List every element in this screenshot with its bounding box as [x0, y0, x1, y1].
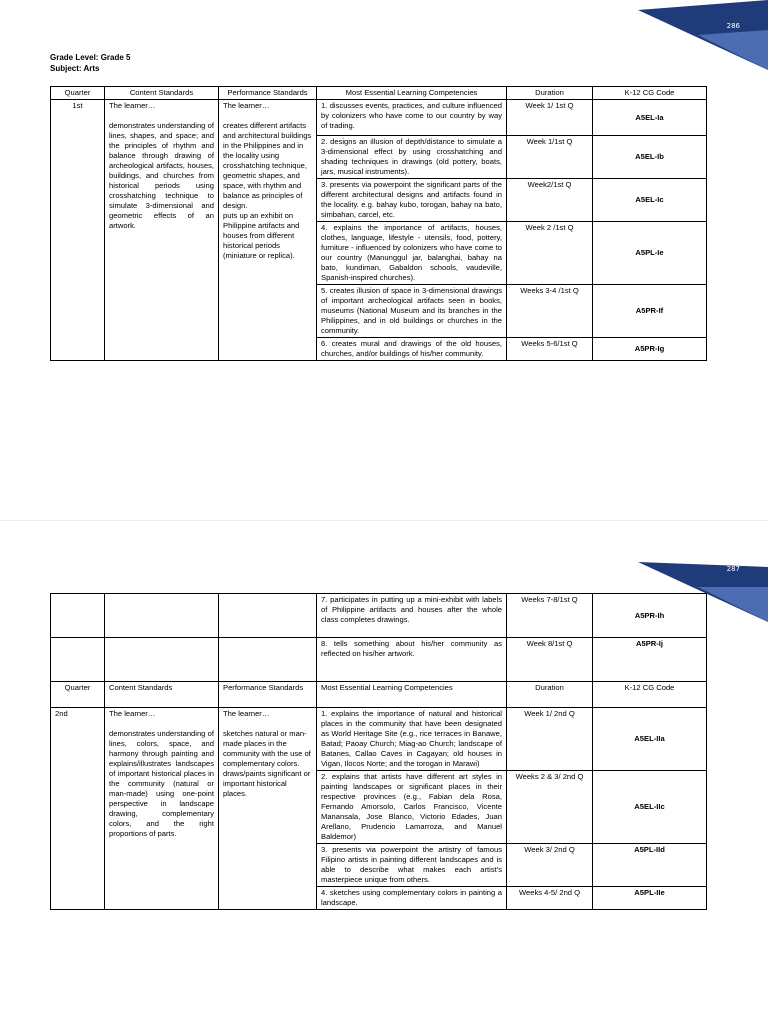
table-row — [51, 708, 707, 771]
competency-cell: 1. discusses events, practices, and culture influenced by colonizers who have come to our country by way of trading. — [317, 100, 507, 136]
code-cell: A5EL-Ia — [593, 100, 707, 136]
table-row — [51, 638, 707, 682]
competency-cell: 8. tells something about his/her community as reflected on his/her artwork. — [317, 638, 507, 682]
competency-cell: 5. creates illusion of space in 3-dimensional drawings of important archeological artifacts seen in books, museums (National Museum and its branches in the Philippines, and in old buildings or churches in the community. — [317, 285, 507, 338]
competency-cell: 2. explains that artists have different art styles in painting landscapes or significant places in their respective provinces (e.g., Fabian dela Rosa, Fernando Amorsolo, Carlos Francisco, Vicente Manansala, Jose Blanco, Victorio Edades, Juan Arellano, Prudencio Lamarroza, and Manuel Baldemor) — [317, 771, 507, 844]
duration-cell: Weeks 5-6/1st Q — [507, 338, 593, 361]
code-cell: A5PL-IIe — [593, 887, 707, 910]
competency-cell: 3. presents via powerpoint the significant parts of the different architectural designs and artifacts found in the locality. e.g. bahay kubo, torogan, bahay na bato, simbahan, carcel, etc. — [317, 179, 507, 222]
duration-cell: Week 1/ 2nd Q — [507, 708, 593, 771]
performance-intro: The learner… — [223, 709, 270, 718]
page-287 — [0, 520, 768, 1024]
table-row — [51, 594, 707, 638]
code-cell: A5PR-Ij — [593, 638, 707, 682]
content-standards-cell — [105, 708, 219, 910]
duration-cell: Week 3/ 2nd Q — [507, 844, 593, 887]
empty-cell — [51, 594, 105, 638]
duration-cell: Week 1/1st Q — [507, 136, 593, 179]
content-intro: The learner… — [109, 709, 156, 718]
duration-cell: Week 8/1st Q — [507, 638, 593, 682]
header-performance-standards: Performance Standards — [219, 682, 317, 708]
empty-cell — [219, 638, 317, 682]
header-code: K-12 CG Code — [593, 682, 707, 708]
code-cell: A5EL-IIa — [593, 708, 707, 771]
code-cell: A5PR-If — [593, 285, 707, 338]
table-row — [51, 100, 707, 136]
code-cell: A5EL-Ic — [593, 179, 707, 222]
performance-intro: The learner… — [223, 101, 270, 110]
page-corner-ribbon-icon — [638, 0, 768, 70]
content-text: demonstrates understanding of lines, colors, space, and harmony through painting and explains/illustrates landscapes of important historical places in the community (natural or man-made) using one-point perspective in landscape drawing, complementary colors, and the right proportions of parts. — [109, 729, 214, 838]
performance-standards-cell — [219, 100, 317, 361]
header-row — [51, 682, 707, 708]
duration-cell: Weeks 2 & 3/ 2nd Q — [507, 771, 593, 844]
curriculum-table-q1 — [50, 86, 707, 361]
competency-cell: 7. participates in putting up a mini-exhibit with labels of Philippine artifacts and houses after the whole class completes drawings. — [317, 594, 507, 638]
content-text: demonstrates understanding of lines, shapes, and space; and the principles of rhythm and balance through drawing of archeological artifacts, houses, buildings, and churches from historical periods using crosshatching technique to simulate 3-dimensional and geometric effects of an artwork. — [109, 121, 214, 230]
code-cell: A5PL-Ie — [593, 222, 707, 285]
empty-cell — [105, 638, 219, 682]
curriculum-table-q1-q2 — [50, 593, 707, 910]
competency-cell: 4. sketches using complementary colors in painting a landscape. — [317, 887, 507, 910]
competency-cell: 3. presents via powerpoint the artistry of famous Filipino artists in painting different landscapes and is able to describe what makes each artist's masterpiece unique from others. — [317, 844, 507, 887]
competency-cell: 2. designs an illusion of depth/distance to simulate a 3-dimensional effect by using crosshatching and shading techniques in drawings (old pottery, boats, jars, musical instruments). — [317, 136, 507, 179]
duration-cell: Weeks 7-8/1st Q — [507, 594, 593, 638]
code-cell: A5PL-IId — [593, 844, 707, 887]
header-row — [51, 87, 707, 100]
empty-cell — [219, 594, 317, 638]
performance-text: creates different artifacts and architectural buildings in the Philippines and in the locality using crosshatching technique, geometric shapes, and space, with rhythm and balance as principles of design. puts up an exhibit on Philippine artifacts and houses from different historical periods (miniature or replica). — [223, 121, 312, 260]
duration-cell: Week 2 /1st Q — [507, 222, 593, 285]
header-competencies: Most Essential Learning Competencies — [317, 682, 507, 708]
duration-cell: Weeks 4-5/ 2nd Q — [507, 887, 593, 910]
content-standards-cell — [105, 100, 219, 361]
code-cell: A5PR-Ih — [593, 594, 707, 638]
page-number: 286 — [726, 22, 740, 30]
page-number: 287 — [726, 565, 740, 573]
code-cell: A5PR-Ig — [593, 338, 707, 361]
code-cell: A5EL-Ib — [593, 136, 707, 179]
duration-cell: Week2/1st Q — [507, 179, 593, 222]
header-code: K-12 CG Code — [593, 87, 707, 100]
header-content-standards: Content Standards — [105, 87, 219, 100]
code-cell: A5EL-IIc — [593, 771, 707, 844]
empty-cell — [105, 594, 219, 638]
grade-level: Grade Level: Grade 5 — [50, 53, 131, 62]
duration-cell: Weeks 3-4 /1st Q — [507, 285, 593, 338]
header-duration: Duration — [507, 682, 593, 708]
content-intro: The learner… — [109, 101, 156, 110]
document-meta — [50, 52, 130, 74]
header-duration: Duration — [507, 87, 593, 100]
quarter-cell: 1st — [51, 100, 105, 361]
header-competencies: Most Essential Learning Competencies — [317, 87, 507, 100]
competency-cell: 1. explains the importance of natural and historical places in the community that have been designated as World Heritage Site (e.g., rice terraces in Banawe, Batad; Paoay Church; Miag-ao Church; landscape of Batanes, Callao Caves in Cagayan; old houses in Vigan, Ilocos Norte; and the torogan in Marawi) — [317, 708, 507, 771]
header-content-standards: Content Standards — [105, 682, 219, 708]
duration-cell: Week 1/ 1st Q — [507, 100, 593, 136]
performance-standards-cell — [219, 708, 317, 910]
header-quarter: Quarter — [51, 87, 105, 100]
header-quarter: Quarter — [51, 682, 105, 708]
empty-cell — [51, 638, 105, 682]
header-performance-standards: Performance Standards — [219, 87, 317, 100]
performance-text: sketches natural or man-made places in the community with the use of complementary colors. draws/paints significant or important historical places. — [223, 729, 311, 798]
competency-cell: 4. explains the importance of artifacts, houses, clothes, language, lifestyle - utensils, food, pottery, furniture - influenced by colonizers who have come to our country (Manunggul jar, balanghai, bahay na bato, kundiman, Gabaldon schools, vaudeville, Spanish-inspired churches). — [317, 222, 507, 285]
subject: Subject: Arts — [50, 64, 100, 73]
competency-cell: 6. creates mural and drawings of the old houses, churches, and/or buildings of his/her community. — [317, 338, 507, 361]
quarter-cell: 2nd — [51, 708, 105, 910]
